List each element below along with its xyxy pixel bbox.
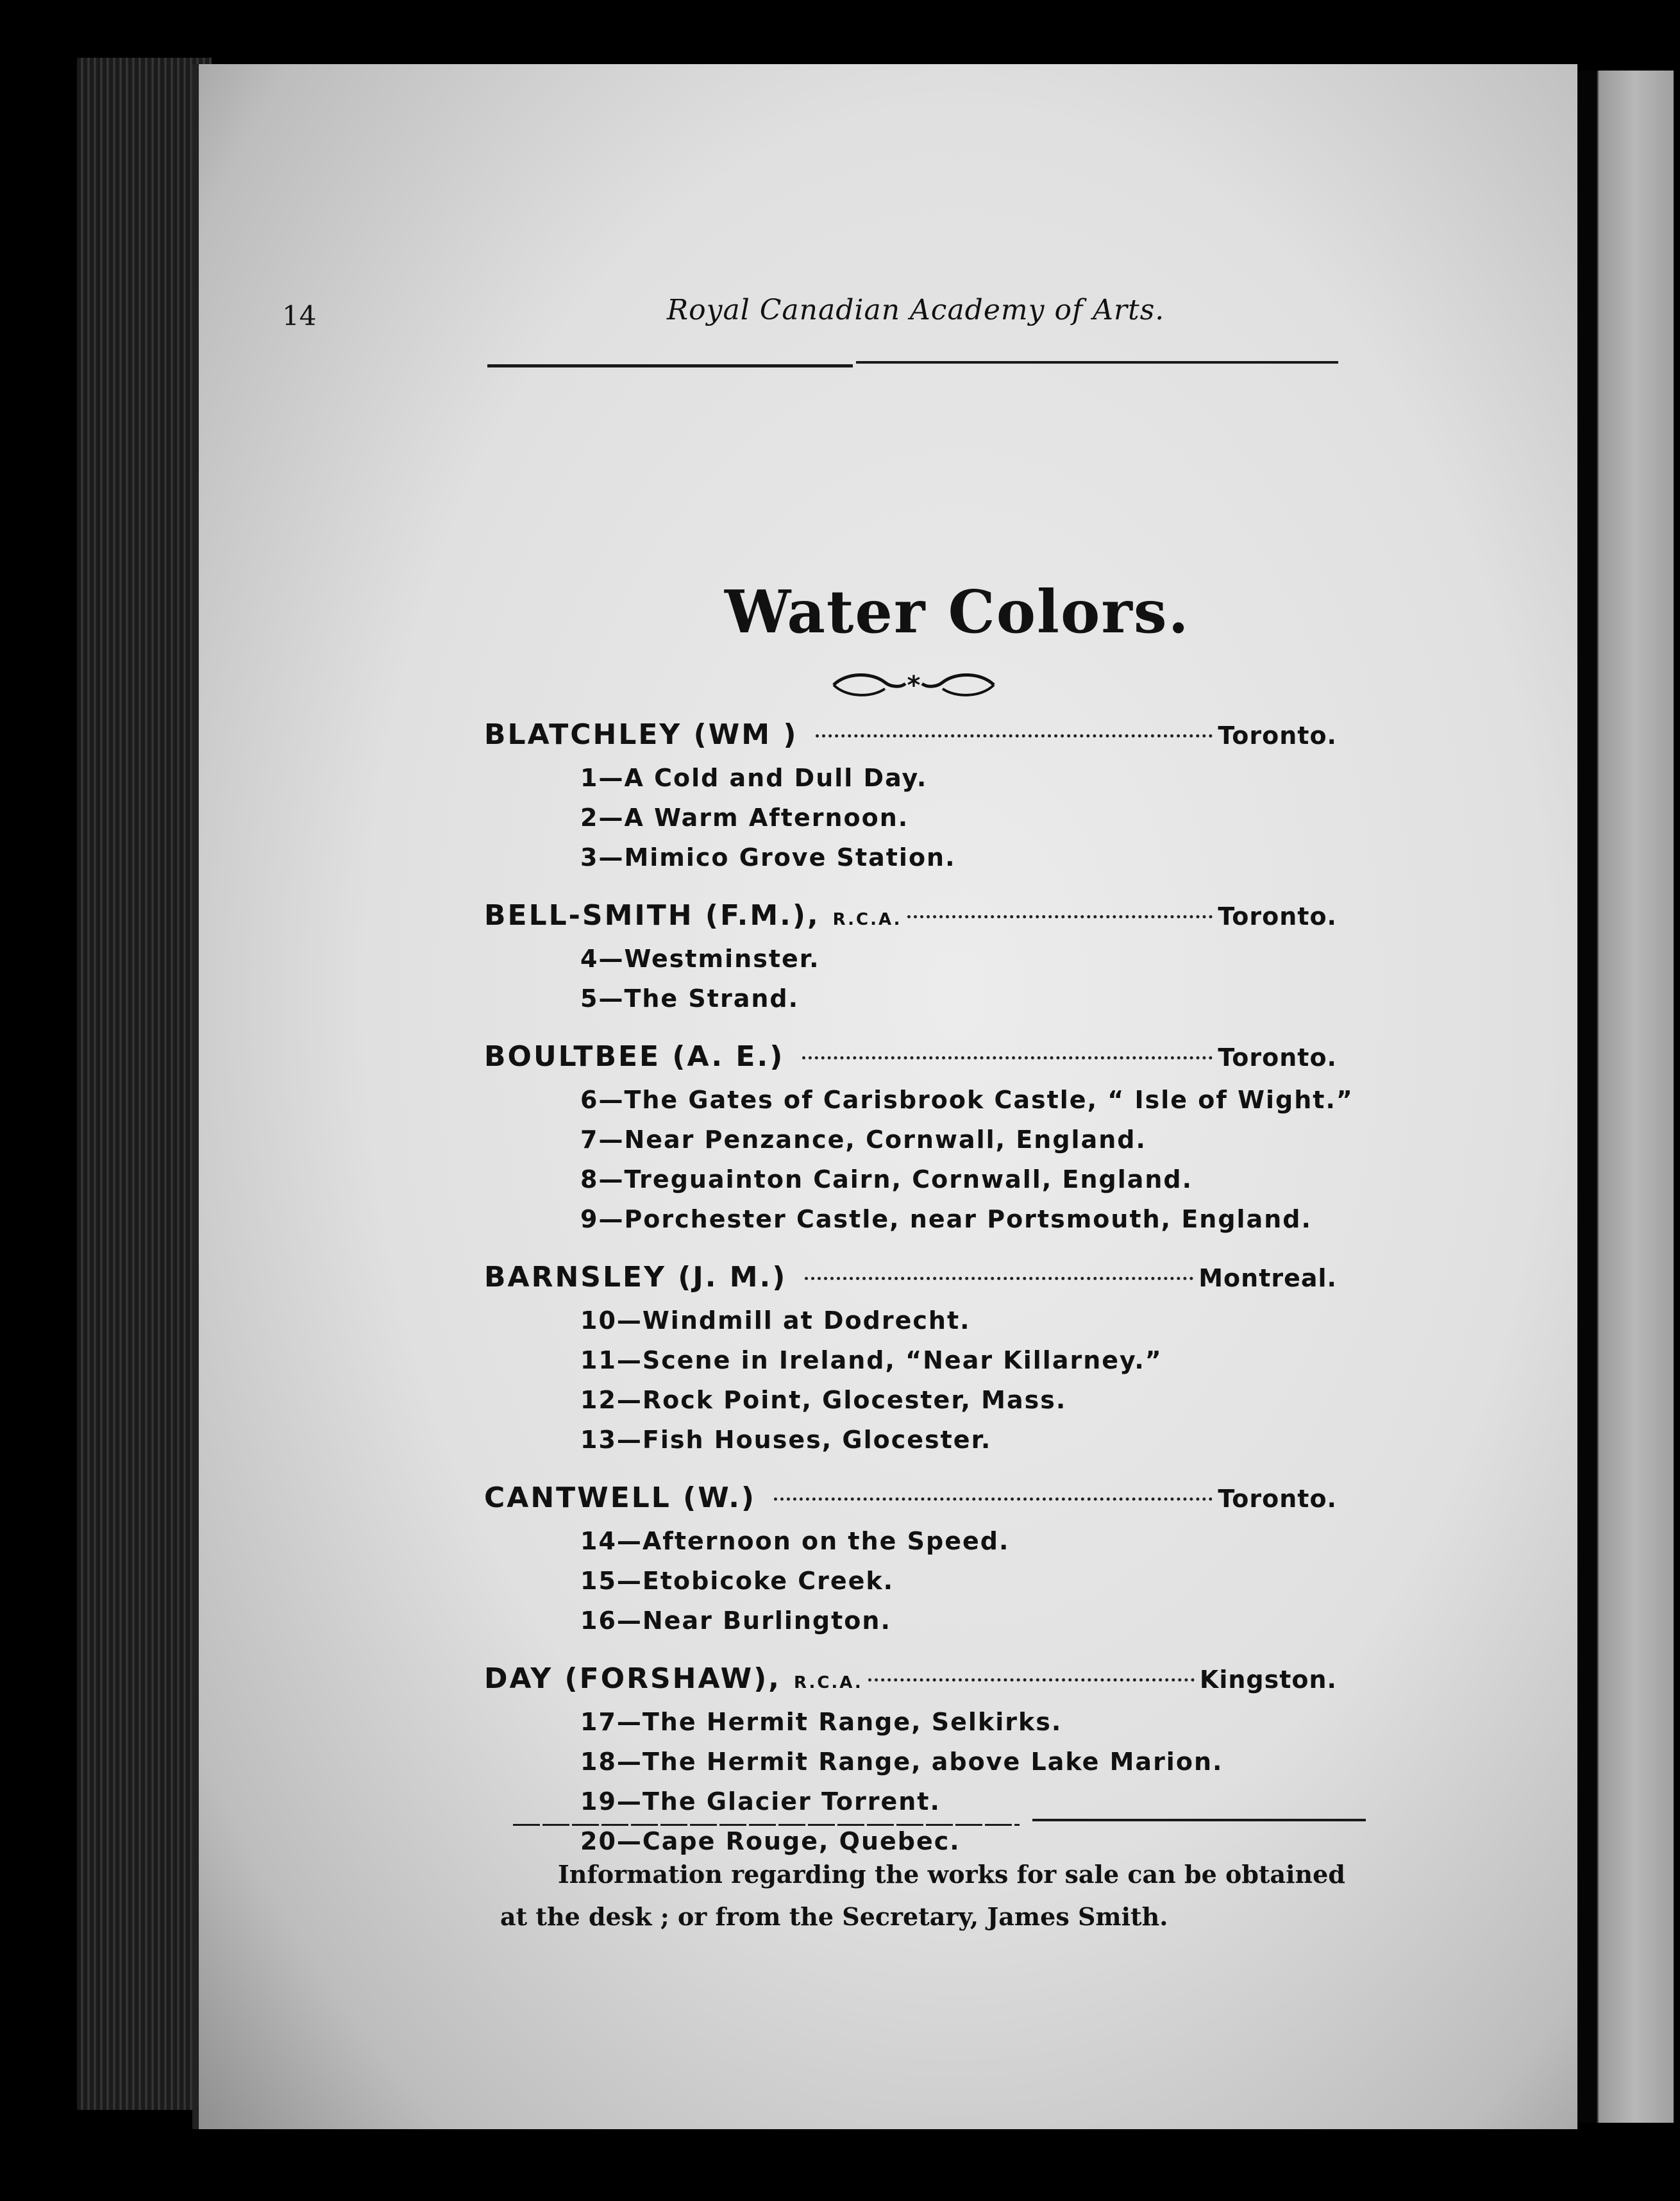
work-item: 19—The Glacier Torrent. — [580, 1787, 941, 1816]
works-list — [484, 1080, 1354, 1239]
artist-name: DAY (FORSHAW), — [484, 1662, 781, 1695]
footer-rule — [1032, 1819, 1366, 1821]
work-item: 14—Afternoon on the Speed. — [580, 1527, 1010, 1555]
artist-city: Montreal. — [1198, 1264, 1337, 1292]
facing-page-edge — [1577, 71, 1674, 2123]
header-rule — [487, 364, 853, 367]
artist-heading — [484, 1040, 1337, 1080]
work-item: 16—Near Burlington. — [580, 1606, 891, 1635]
work-item: 9—Porchester Castle, near Portsmouth, England. — [580, 1205, 1312, 1233]
header-rule — [856, 361, 1338, 364]
artist-name: CANTWELL (W.) — [484, 1481, 757, 1514]
svg-text:*: * — [907, 671, 921, 700]
artist-name: BARNSLEY (J. M.) — [484, 1261, 787, 1294]
artist-entry — [484, 899, 1337, 1018]
footer-rule — [513, 1824, 1020, 1826]
work-item: 5—The Strand. — [580, 984, 800, 1013]
work-item: 12—Rock Point, Glocester, Mass. — [580, 1386, 1067, 1414]
works-list — [484, 758, 1337, 877]
work-item: 7—Near Penzance, Cornwall, England. — [580, 1126, 1147, 1154]
work-item: 20—Cape Rouge, Quebec. — [580, 1827, 961, 1855]
work-item: 6—The Gates of Carisbrook Castle, “ Isle of Wight.” — [580, 1086, 1354, 1114]
artist-city: Kingston. — [1199, 1666, 1337, 1694]
dot-leader — [816, 734, 1213, 738]
running-title: Royal Canadian Academy of Arts. — [667, 294, 1165, 326]
work-item: 8—Treguainton Cairn, Cornwall, England. — [580, 1165, 1193, 1193]
artist-designation: R.C.A. — [832, 910, 902, 929]
artist-entry — [484, 1662, 1337, 1861]
artist-entry — [484, 1261, 1337, 1460]
artist-heading — [484, 899, 1337, 939]
artist-heading — [484, 1481, 1337, 1521]
dot-leader — [805, 1277, 1193, 1280]
dot-leader — [774, 1497, 1213, 1501]
dot-leader — [868, 1678, 1195, 1682]
artist-name: BOULTBEE (A. E.) — [484, 1040, 785, 1073]
work-item: 1—A Cold and Dull Day. — [580, 764, 928, 792]
artist-city: Toronto. — [1218, 1043, 1337, 1072]
work-item: 11—Scene in Ireland, “Near Killarney.” — [580, 1346, 1163, 1374]
artist-heading — [484, 1662, 1337, 1702]
artist-entry — [484, 1040, 1354, 1239]
artist-heading — [484, 718, 1337, 758]
artist-city: Toronto. — [1218, 721, 1337, 750]
works-list — [484, 1301, 1337, 1460]
artist-name: BELL-SMITH (F.M.), — [484, 899, 820, 932]
sales-note: Information regarding the works for sale can be obtained at the desk ; or from the Secretary, James Smith. — [500, 1860, 1345, 1931]
work-item: 4—Westminster. — [580, 945, 820, 973]
section-title: Water Colors. — [725, 577, 1190, 646]
ornament-flourish-icon — [827, 667, 1000, 703]
works-list — [484, 1521, 1337, 1640]
artist-heading — [484, 1261, 1337, 1301]
work-item: 13—Fish Houses, Glocester. — [580, 1426, 992, 1454]
work-item: 18—The Hermit Range, above Lake Marion. — [580, 1748, 1223, 1776]
works-list — [484, 1702, 1337, 1861]
artist-city: Toronto. — [1218, 1485, 1337, 1513]
works-list — [484, 939, 1337, 1018]
artist-entry — [484, 1481, 1337, 1640]
artist-city: Toronto. — [1218, 902, 1337, 931]
artist-designation: R.C.A. — [793, 1673, 863, 1692]
page-header — [282, 287, 1334, 345]
water-colors-catalog — [484, 718, 1354, 1883]
book-edge — [77, 58, 212, 2110]
dot-leader — [802, 1056, 1213, 1059]
artist-entry — [484, 718, 1337, 877]
work-item: 3—Mimico Grove Station. — [580, 843, 956, 872]
artist-name: BLATCHLEY (WM ) — [484, 718, 798, 751]
work-item: 10—Windmill at Dodrecht. — [580, 1306, 971, 1335]
work-item: 15—Etobicoke Creek. — [580, 1567, 895, 1595]
page-number: 14 — [282, 300, 317, 332]
work-item: 17—The Hermit Range, Selkirks. — [580, 1708, 1063, 1736]
work-item: 2—A Warm Afternoon. — [580, 804, 909, 832]
dot-leader — [907, 915, 1213, 918]
